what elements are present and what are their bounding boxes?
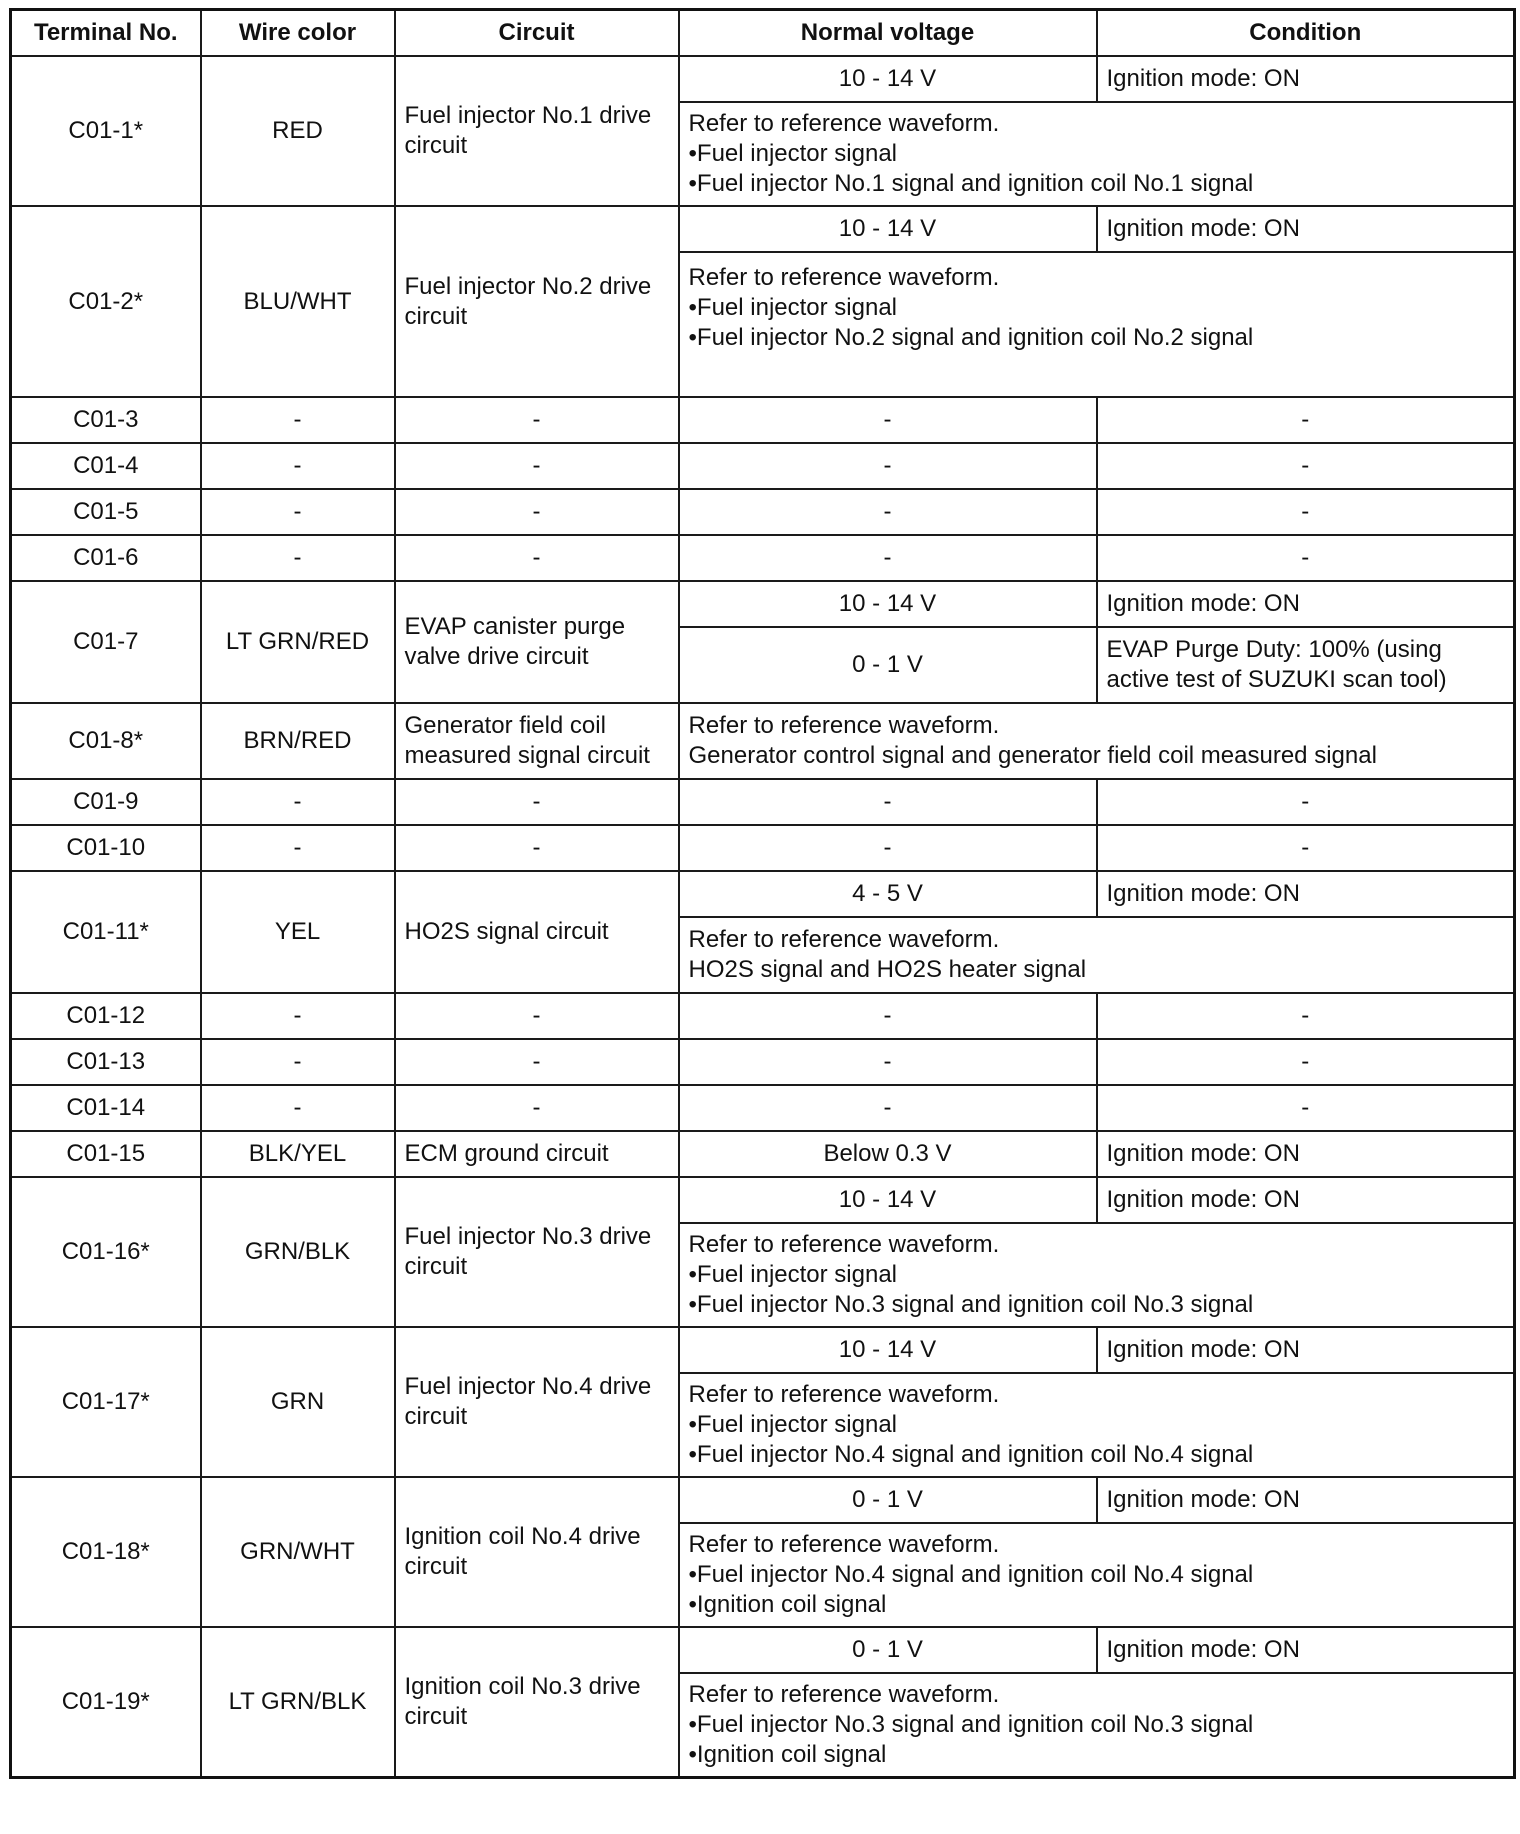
wire-color-cell: LT GRN/RED xyxy=(201,581,395,703)
terminal-cell: C01-7 xyxy=(11,581,201,703)
voltage-cell: - xyxy=(679,535,1097,581)
circuit-cell: HO2S signal circuit xyxy=(395,871,679,993)
condition-cell: Ignition mode: ON xyxy=(1097,1477,1515,1523)
circuit-cell: - xyxy=(395,1039,679,1085)
voltage-cell: - xyxy=(679,489,1097,535)
waveform-note-line: Refer to reference waveform. xyxy=(688,1381,1000,1408)
wire-color-cell: - xyxy=(201,825,395,871)
waveform-note-line: Refer to reference waveform. xyxy=(688,1681,1000,1708)
terminal-cell: C01-6 xyxy=(11,535,201,581)
condition-cell: - xyxy=(1097,489,1515,535)
wire-color-cell: - xyxy=(201,489,395,535)
voltage-cell: - xyxy=(679,993,1097,1039)
voltage-cell: - xyxy=(679,397,1097,443)
terminal-cell: C01-13 xyxy=(11,1039,201,1085)
terminal-cell: C01-10 xyxy=(11,825,201,871)
terminal-voltage-table xyxy=(9,8,1516,1779)
voltage-cell: 0 - 1 V xyxy=(679,1627,1097,1673)
waveform-note-line: HO2S signal and HO2S heater signal xyxy=(688,956,1087,983)
waveform-note-line: Refer to reference waveform. xyxy=(688,926,1000,953)
voltage-cell: 10 - 14 V xyxy=(679,581,1097,627)
condition-cell: Ignition mode: ON xyxy=(1097,871,1515,917)
waveform-note-cell xyxy=(679,252,1515,397)
circuit-cell: ECM ground circuit xyxy=(395,1131,679,1177)
waveform-note-cell xyxy=(679,1373,1515,1477)
wire-color-cell: - xyxy=(201,779,395,825)
circuit-cell: EVAP canister purge valve drive circuit xyxy=(395,581,679,703)
terminal-cell: C01-3 xyxy=(11,397,201,443)
table-row xyxy=(11,1327,1515,1373)
voltage-cell: 0 - 1 V xyxy=(679,1477,1097,1523)
table-row xyxy=(11,397,1515,443)
waveform-note-line: Generator control signal and generator field coil measured signal xyxy=(688,742,1377,769)
waveform-note-line: •Fuel injector No.1 signal and ignition coil No.1 signal xyxy=(688,170,1254,197)
terminal-cell: C01-4 xyxy=(11,443,201,489)
header-circuit: Circuit xyxy=(395,10,679,57)
condition-cell: - xyxy=(1097,535,1515,581)
terminal-cell: C01-15 xyxy=(11,1131,201,1177)
wire-color-cell: - xyxy=(201,993,395,1039)
waveform-note-line: •Fuel injector signal xyxy=(688,1411,897,1438)
circuit-cell: Fuel injector No.2 drive circuit xyxy=(395,206,679,397)
waveform-note-line: •Fuel injector signal xyxy=(688,140,897,167)
wire-color-cell: RED xyxy=(201,56,395,206)
waveform-note-cell xyxy=(679,917,1515,993)
terminal-cell: C01-2* xyxy=(11,206,201,397)
wire-color-cell: GRN/WHT xyxy=(201,1477,395,1627)
table-row xyxy=(11,1477,1515,1523)
waveform-note-line: Refer to reference waveform. xyxy=(688,1231,1000,1258)
circuit-cell: Ignition coil No.3 drive circuit xyxy=(395,1627,679,1778)
circuit-cell: - xyxy=(395,779,679,825)
condition-cell: - xyxy=(1097,1039,1515,1085)
table-row xyxy=(11,489,1515,535)
header-terminal: Terminal No. xyxy=(11,10,201,57)
table-row xyxy=(11,443,1515,489)
circuit-cell: Fuel injector No.4 drive circuit xyxy=(395,1327,679,1477)
circuit-cell: - xyxy=(395,397,679,443)
condition-cell: - xyxy=(1097,397,1515,443)
wire-color-cell: - xyxy=(201,397,395,443)
waveform-note-line: Refer to reference waveform. xyxy=(688,712,1000,739)
waveform-note-line: Refer to reference waveform. xyxy=(688,264,1000,291)
voltage-cell: Below 0.3 V xyxy=(679,1131,1097,1177)
terminal-cell: C01-11* xyxy=(11,871,201,993)
table-row xyxy=(11,535,1515,581)
circuit-cell: - xyxy=(395,443,679,489)
waveform-note-line: Refer to reference waveform. xyxy=(688,110,1000,137)
table-row xyxy=(11,779,1515,825)
table-row xyxy=(11,1627,1515,1673)
waveform-note-cell xyxy=(679,102,1515,206)
terminal-cell: C01-19* xyxy=(11,1627,201,1778)
table-row xyxy=(11,56,1515,102)
condition-cell: Ignition mode: ON xyxy=(1097,1177,1515,1223)
terminal-cell: C01-1* xyxy=(11,56,201,206)
table-row xyxy=(11,825,1515,871)
wire-color-cell: BRN/RED xyxy=(201,703,395,779)
circuit-cell: Generator field coil measured signal circuit xyxy=(395,703,679,779)
waveform-note-line: •Fuel injector signal xyxy=(688,294,897,321)
condition-cell: Ignition mode: ON xyxy=(1097,1131,1515,1177)
waveform-note-line: •Fuel injector No.4 signal and ignition coil No.4 signal xyxy=(688,1561,1254,1588)
waveform-note-line: •Fuel injector No.2 signal and ignition coil No.2 signal xyxy=(688,324,1254,351)
wire-color-cell: LT GRN/BLK xyxy=(201,1627,395,1778)
wire-color-cell: YEL xyxy=(201,871,395,993)
table-row xyxy=(11,1131,1515,1177)
voltage-cell: - xyxy=(679,1039,1097,1085)
waveform-note-line: •Fuel injector No.3 signal and ignition coil No.3 signal xyxy=(688,1291,1254,1318)
table-row xyxy=(11,1085,1515,1131)
wire-color-cell: - xyxy=(201,1085,395,1131)
wire-color-cell: GRN/BLK xyxy=(201,1177,395,1327)
voltage-cell: - xyxy=(679,1085,1097,1131)
terminal-cell: C01-14 xyxy=(11,1085,201,1131)
waveform-note-line: •Fuel injector signal xyxy=(688,1261,897,1288)
condition-cell: - xyxy=(1097,993,1515,1039)
waveform-note-cell xyxy=(679,1523,1515,1627)
header-condition: Condition xyxy=(1097,10,1515,57)
table-row xyxy=(11,871,1515,917)
voltage-cell: - xyxy=(679,779,1097,825)
header-wire-color: Wire color xyxy=(201,10,395,57)
condition-cell: Ignition mode: ON xyxy=(1097,581,1515,627)
terminal-cell: C01-8* xyxy=(11,703,201,779)
circuit-cell: - xyxy=(395,993,679,1039)
condition-cell: - xyxy=(1097,1085,1515,1131)
wire-color-cell: - xyxy=(201,1039,395,1085)
waveform-note-line: •Fuel injector No.4 signal and ignition coil No.4 signal xyxy=(688,1441,1254,1468)
voltage-cell: 4 - 5 V xyxy=(679,871,1097,917)
wire-color-cell: - xyxy=(201,443,395,489)
condition-cell: - xyxy=(1097,779,1515,825)
table-row xyxy=(11,703,1515,779)
voltage-cell: - xyxy=(679,825,1097,871)
circuit-cell: - xyxy=(395,489,679,535)
table-row xyxy=(11,1039,1515,1085)
waveform-note-cell xyxy=(679,703,1515,779)
header-row xyxy=(11,10,1515,57)
circuit-cell: Fuel injector No.1 drive circuit xyxy=(395,56,679,206)
voltage-cell: 10 - 14 V xyxy=(679,206,1097,252)
terminal-cell: C01-18* xyxy=(11,1477,201,1627)
waveform-note-line: •Ignition coil signal xyxy=(688,1741,887,1768)
circuit-cell: Fuel injector No.3 drive circuit xyxy=(395,1177,679,1327)
terminal-cell: C01-5 xyxy=(11,489,201,535)
condition-cell: Ignition mode: ON xyxy=(1097,56,1515,102)
voltage-cell: 10 - 14 V xyxy=(679,1327,1097,1373)
terminal-cell: C01-16* xyxy=(11,1177,201,1327)
waveform-note-line: •Ignition coil signal xyxy=(688,1591,887,1618)
wire-color-cell: BLU/WHT xyxy=(201,206,395,397)
condition-cell: - xyxy=(1097,443,1515,489)
waveform-note-cell xyxy=(679,1223,1515,1327)
circuit-cell: - xyxy=(395,1085,679,1131)
circuit-cell: - xyxy=(395,825,679,871)
condition-cell: EVAP Purge Duty: 100% (using active test of SUZUKI scan tool) xyxy=(1097,627,1515,703)
table-row xyxy=(11,993,1515,1039)
terminal-cell: C01-17* xyxy=(11,1327,201,1477)
voltage-cell: 0 - 1 V xyxy=(679,627,1097,703)
condition-cell: - xyxy=(1097,825,1515,871)
terminal-cell: C01-12 xyxy=(11,993,201,1039)
circuit-cell: Ignition coil No.4 drive circuit xyxy=(395,1477,679,1627)
condition-cell: Ignition mode: ON xyxy=(1097,1627,1515,1673)
voltage-cell: 10 - 14 V xyxy=(679,1177,1097,1223)
wire-color-cell: - xyxy=(201,535,395,581)
table-row xyxy=(11,581,1515,627)
circuit-cell: - xyxy=(395,535,679,581)
waveform-note-line: Refer to reference waveform. xyxy=(688,1531,1000,1558)
terminal-cell: C01-9 xyxy=(11,779,201,825)
waveform-note-line: •Fuel injector No.3 signal and ignition coil No.3 signal xyxy=(688,1711,1254,1738)
waveform-note-cell xyxy=(679,1673,1515,1778)
condition-cell: Ignition mode: ON xyxy=(1097,206,1515,252)
table-row xyxy=(11,1177,1515,1223)
voltage-cell: - xyxy=(679,443,1097,489)
voltage-cell: 10 - 14 V xyxy=(679,56,1097,102)
wire-color-cell: BLK/YEL xyxy=(201,1131,395,1177)
condition-cell: Ignition mode: ON xyxy=(1097,1327,1515,1373)
wire-color-cell: GRN xyxy=(201,1327,395,1477)
header-normal-voltage: Normal voltage xyxy=(679,10,1097,57)
table-row xyxy=(11,206,1515,252)
